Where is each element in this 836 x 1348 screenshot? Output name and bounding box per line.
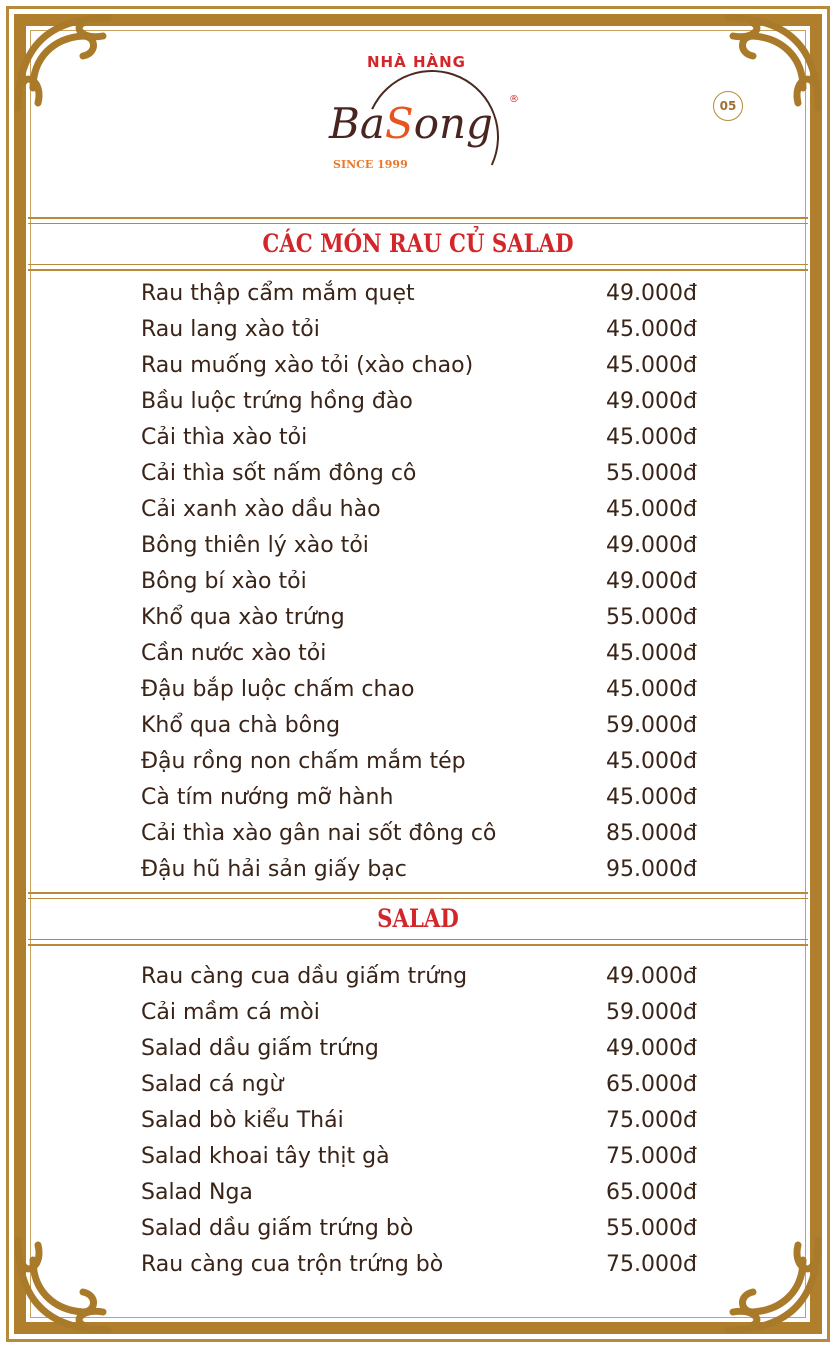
item-name: Bầu luộc trứng hồng đào — [141, 389, 413, 414]
item-name: Cải thìa xào gân nai sốt đông cô — [141, 821, 497, 846]
item-price: 65.000đ — [606, 1072, 697, 1097]
menu-item — [141, 1247, 697, 1283]
item-name: Cà tím nướng mỡ hành — [141, 785, 394, 810]
menu-item — [141, 816, 697, 852]
menu-item — [141, 348, 697, 384]
item-name: Salad Nga — [141, 1180, 253, 1205]
menu-item — [141, 528, 697, 564]
ornament-corner-icon — [8, 1230, 118, 1340]
menu-item — [141, 852, 697, 888]
item-price: 95.000đ — [606, 857, 697, 882]
logo-since: SINCE 1999 — [333, 158, 408, 171]
menu-item — [141, 384, 697, 420]
logo-top-text: NHÀ HÀNG — [367, 53, 466, 71]
item-price: 45.000đ — [606, 317, 697, 342]
page-number: 05 — [713, 91, 743, 121]
restaurant-logo — [325, 48, 525, 198]
menu-item — [141, 312, 697, 348]
item-price: 59.000đ — [606, 713, 697, 738]
menu-item — [141, 456, 697, 492]
ornament-corner-icon — [8, 8, 118, 118]
item-name: Rau muống xào tỏi (xào chao) — [141, 353, 474, 378]
item-name: Rau lang xào tỏi — [141, 317, 320, 342]
item-name: Cải xanh xào dầu hào — [141, 497, 381, 522]
item-price: 49.000đ — [606, 1036, 697, 1061]
brand-part: Ba — [329, 99, 385, 148]
item-price: 65.000đ — [606, 1180, 697, 1205]
item-price: 75.000đ — [606, 1108, 697, 1133]
menu-list — [141, 276, 697, 888]
item-name: Salad dầu giấm trứng — [141, 1036, 379, 1061]
item-price: 45.000đ — [606, 425, 697, 450]
menu-item — [141, 1139, 697, 1175]
item-price: 55.000đ — [606, 605, 697, 630]
menu-item — [141, 420, 697, 456]
menu-item — [141, 708, 697, 744]
item-price: 55.000đ — [606, 461, 697, 486]
item-price: 75.000đ — [606, 1252, 697, 1277]
section-header — [28, 217, 808, 271]
section-title: CÁC MÓN RAU CỦ SALAD — [262, 229, 574, 258]
item-price: 55.000đ — [606, 1216, 697, 1241]
item-price: 49.000đ — [606, 964, 697, 989]
item-name: Cải thìa sốt nấm đông cô — [141, 461, 417, 486]
item-name: Rau thập cẩm mắm quẹt — [141, 281, 415, 306]
menu-item — [141, 600, 697, 636]
item-name: Đậu bắp luộc chấm chao — [141, 677, 415, 702]
menu-item — [141, 276, 697, 312]
registered-mark: ® — [509, 94, 519, 105]
item-name: Salad dầu giấm trứng bò — [141, 1216, 414, 1241]
item-price: 49.000đ — [606, 533, 697, 558]
item-price: 49.000đ — [606, 389, 697, 414]
item-name: Cải thìa xào tỏi — [141, 425, 308, 450]
item-price: 85.000đ — [606, 821, 697, 846]
item-name: Salad cá ngừ — [141, 1072, 284, 1097]
menu-item — [141, 636, 697, 672]
item-price: 49.000đ — [606, 281, 697, 306]
menu-item — [141, 744, 697, 780]
item-name: Cải mầm cá mòi — [141, 1000, 320, 1025]
section-title: SALAD — [377, 904, 459, 933]
item-name: Rau càng cua dầu giấm trứng — [141, 964, 468, 989]
menu-item — [141, 995, 697, 1031]
item-name: Bông bí xào tỏi — [141, 569, 307, 594]
menu-item — [141, 492, 697, 528]
menu-item — [141, 1103, 697, 1139]
item-name: Cần nước xào tỏi — [141, 641, 327, 666]
item-price: 45.000đ — [606, 749, 697, 774]
item-name: Bông thiên lý xào tỏi — [141, 533, 369, 558]
menu-item — [141, 1067, 697, 1103]
item-name: Đậu hũ hải sản giấy bạc — [141, 857, 407, 882]
logo-brand — [329, 98, 493, 150]
item-name: Đậu rồng non chấm mắm tép — [141, 749, 466, 774]
item-name: Khổ qua xào trứng — [141, 605, 345, 630]
item-price: 45.000đ — [606, 353, 697, 378]
menu-item — [141, 672, 697, 708]
menu-item — [141, 780, 697, 816]
menu-item — [141, 1175, 697, 1211]
section-header — [28, 892, 808, 946]
item-name: Salad bò kiểu Thái — [141, 1108, 344, 1133]
menu-item — [141, 959, 697, 995]
item-price: 45.000đ — [606, 785, 697, 810]
menu-item — [141, 564, 697, 600]
item-price: 59.000đ — [606, 1000, 697, 1025]
menu-item — [141, 1031, 697, 1067]
item-price: 45.000đ — [606, 497, 697, 522]
item-price: 75.000đ — [606, 1144, 697, 1169]
item-name: Khổ qua chà bông — [141, 713, 341, 738]
item-price: 49.000đ — [606, 569, 697, 594]
ornament-corner-icon — [718, 1230, 828, 1340]
brand-part: ong — [413, 99, 493, 148]
item-name: Salad khoai tây thịt gà — [141, 1144, 390, 1169]
item-price: 45.000đ — [606, 677, 697, 702]
menu-list — [141, 959, 697, 1283]
menu-item — [141, 1211, 697, 1247]
item-price: 45.000đ — [606, 641, 697, 666]
dragon-s-icon: S — [384, 99, 414, 148]
item-name: Rau càng cua trộn trứng bò — [141, 1252, 444, 1277]
